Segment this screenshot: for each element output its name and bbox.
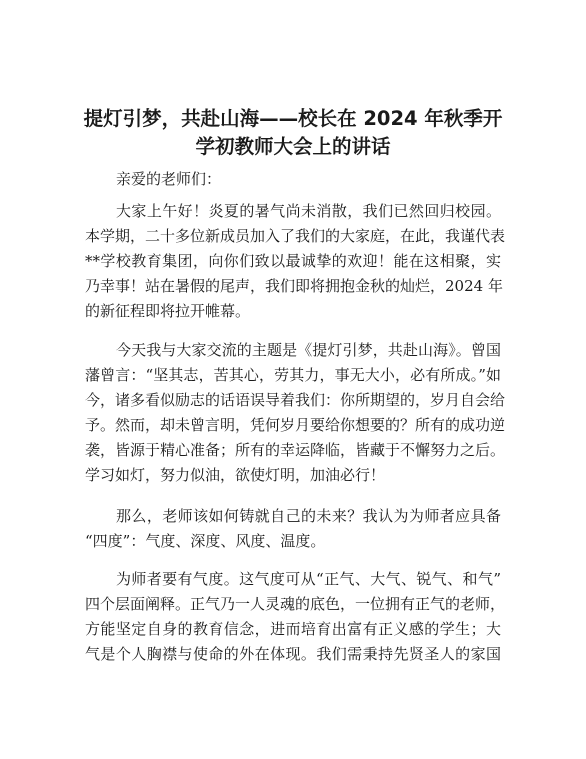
paragraph-line: 的新征程即将拉开帷幕。 — [85, 302, 251, 320]
paragraph-line: 方能坚定自身的教育信念，进而培育出富有正义感的学生；大 — [85, 620, 501, 638]
paragraph-line: 藩曾言：“坚其志，苦其心，劳其力，事无大小，必有所成。”如 — [85, 366, 501, 384]
salutation: 亲爱的老师们： — [116, 170, 222, 188]
document-title-line-2: 学初教师大会上的讲话 — [195, 135, 391, 158]
paragraph-line: 那么，老师该如何铸就自己的未来？我认为为师者应具备 — [116, 507, 501, 525]
paragraph-line: 气是个人胸襟与使命的外在体现。我们需秉持先贤圣人的家国 — [85, 645, 501, 663]
paragraph-line: 大家上午好！炎夏的暑气尚未消散，我们已然回归校园。 — [116, 202, 501, 220]
paragraph-line: “四度”：气度、深度、风度、温度。 — [85, 532, 326, 550]
paragraph-line: 为师者要有气度。这气度可从“正气、大气、锐气、和气” — [116, 570, 501, 588]
paragraph-line: 四个层面阐释。正气乃一人灵魂的底色，一位拥有正气的老师， — [85, 595, 506, 613]
paragraph-line: 予。然而，却未曾言明，凭何岁月要给你想要的？所有的成功逆 — [85, 416, 506, 434]
paragraph-line: 学习如灯，努力似油，欲使灯明，加油必行！ — [85, 466, 386, 484]
paragraph-line: **学校教育集团，向你们致以最诚挚的欢迎！能在这相聚，实 — [85, 252, 501, 270]
paragraph-line: 袭，皆源于精心准备；所有的幸运降临，皆藏于不懈努力之后。 — [85, 441, 506, 459]
paragraph-line: 本学期，二十多位新成员加入了我们的大家庭，在此，我谨代表 — [85, 227, 506, 245]
paragraph-line: 今天我与大家交流的主题是《提灯引梦，共赴山海》。曾国 — [116, 341, 501, 359]
document-title-line-1: 提灯引梦，共赴山海——校长在 2024 年秋季开 — [83, 107, 503, 130]
paragraph-line: 今，诸多看似励志的话语误导着我们：你所期望的，岁月自会给 — [85, 391, 506, 409]
paragraph-line: 乃幸事！站在暑假的尾声，我们即将拥抱金秋的灿烂，2024 年 — [85, 277, 503, 295]
